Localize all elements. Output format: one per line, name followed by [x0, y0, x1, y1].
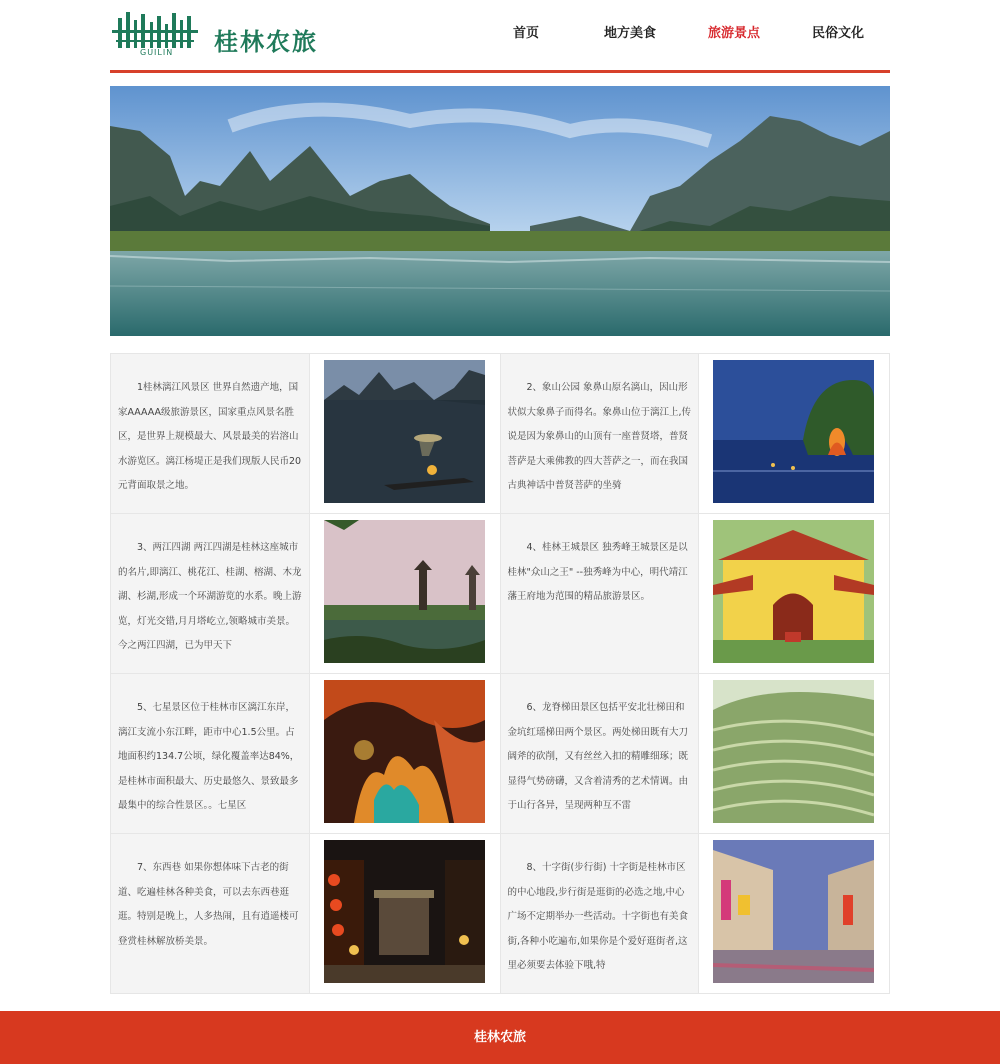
spot-image-cell[interactable]: [310, 514, 501, 674]
jingjiang-palace-gate-image: [713, 520, 874, 663]
logo[interactable]: [110, 10, 320, 62]
scenic-spot-grid: [110, 353, 890, 994]
nav-home[interactable]: 首页: [512, 26, 539, 41]
spot-description: 8、十字街(步行街) 十字街是桂林市区的中心地段,步行街是逛街的必选之地,中心广场不定期举办一些活动。十字街也有美食街,各种小吃遍布,如果你是个爱好逛街者,这里必须要去体验下哦,特: [501, 834, 700, 994]
spot-image-cell[interactable]: [310, 354, 501, 514]
nav-scenic-spots[interactable]: 旅游景点: [707, 26, 760, 41]
spot-description: 7、东西巷 如果你想体味下古老的街道、吃遍桂林各种美食，可以去东西巷逛逛。特别是晚上，人多热闹，且有逍遥楼可登赏桂林解放桥美景。: [111, 834, 310, 994]
shizi-street-image: [713, 840, 874, 983]
logo-subtitle: GUILIN: [140, 48, 174, 57]
spot-image-cell[interactable]: [310, 834, 501, 994]
spot-row: [111, 834, 890, 994]
spot-row: [111, 514, 890, 674]
nav-folk-culture[interactable]: 民俗文化: [811, 26, 864, 41]
spot-image-cell[interactable]: [699, 514, 890, 674]
spot-image-cell[interactable]: [699, 354, 890, 514]
spot-description: 6、龙脊梯田景区包括平安北壮梯田和金坑红瑶梯田两个景区。两处梯田既有大刀阔斧的砍削，又有丝丝入扣的精雕细琢；既显得气势磅礴，又含着清秀的艺术情调。由于山行各异，呈现两种互不雷: [501, 674, 700, 834]
li-river-banner-image: [110, 86, 890, 336]
page: [110, 0, 890, 994]
sun-moon-pagodas-image: [324, 520, 485, 663]
header-divider: [110, 70, 890, 73]
banner-image: [110, 86, 890, 336]
nav-local-food[interactable]: 地方美食: [603, 26, 656, 41]
spot-image-cell[interactable]: [699, 834, 890, 994]
seven-star-cave-image: [324, 680, 485, 823]
spot-description: 2、象山公园 象鼻山原名漓山，因山形状似大象鼻子而得名。象鼻山位于漓江上,传说是因为象鼻山的山顶有一座普贤塔，普贤菩萨是大乘佛教的四大菩萨之一，而在我国古典神话中普贤菩萨的坐骑: [501, 354, 700, 514]
longji-rice-terraces-image: [713, 680, 874, 823]
spot-image-cell[interactable]: [699, 674, 890, 834]
spot-row: [111, 354, 890, 514]
spot-description: 4、桂林王城景区 独秀峰王城景区是以桂林"众山之王" --独秀峰为中心，明代靖江藩王府地为范围的精品旅游景区。: [501, 514, 700, 674]
elephant-trunk-hill-image: [713, 360, 874, 503]
site-title: 桂林农旅: [214, 28, 318, 56]
spot-row: [111, 674, 890, 834]
main-nav: [474, 0, 890, 70]
footer: [0, 1011, 1000, 1064]
footer-text: 桂林农旅: [473, 1030, 526, 1045]
li-river-fisherman-image: [324, 360, 485, 503]
header: [110, 0, 890, 70]
spot-image-cell[interactable]: [310, 674, 501, 834]
spot-description: 3、两江四湖 两江四湖是桂林这座城市的名片,即漓江、桃花江、桂湖、榕湖、木龙湖、杉湖,形成一个环湖游览的水系。晚上游览，灯光交错,月月塔屹立,领略城市美景。今之两江四湖，已为甲天下: [111, 514, 310, 674]
spot-description: 5、七星景区位于桂林市区漓江东岸，漓江支流小东江畔，距市中心1.5公里。占地面积约134.7公顷，绿化覆盖率达84%，是桂林市面积最大、历史最悠久、景致最多最集中的综合性景区。。七星区: [111, 674, 310, 834]
dongxi-lane-night-image: [324, 840, 485, 983]
spot-description: 1桂林漓江风景区 世界自然遗产地，国家AAAAA级旅游景区，国家重点风景名胜区，是世界上规模最大、风景最美的岩溶山水游览区。漓江杨堤正是我们现版人民币20元背面取景之地。: [111, 354, 310, 514]
